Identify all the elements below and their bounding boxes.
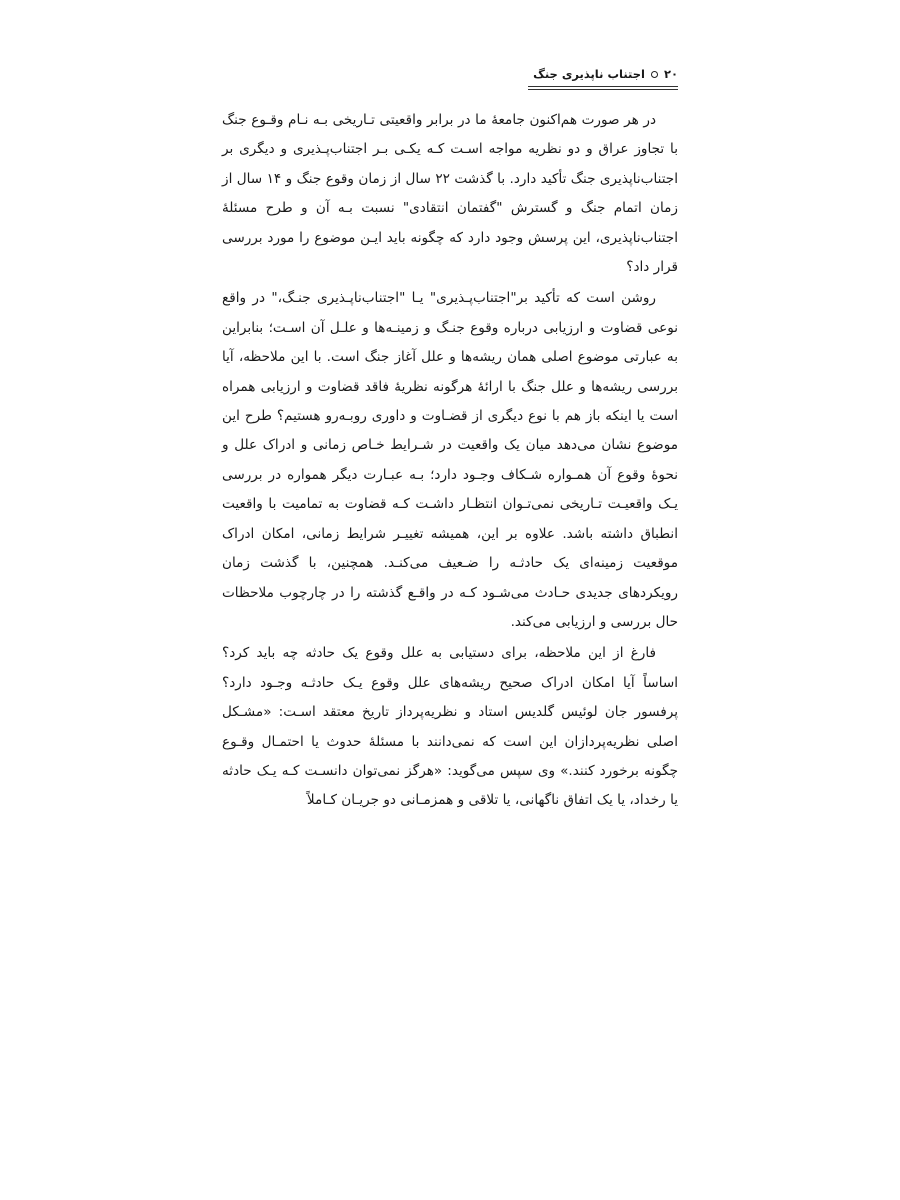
circle-separator-icon bbox=[651, 71, 658, 78]
paragraph-3: فارغ از این ملاحظه، برای دستیابی به علل وقوع یک حادثه چه باید کرد؟ اساساً آیا امکان ادراک صحیح ریشه‌های علل وقوع یـک حادثـه وجـود دارد؟ پرفسور جان لوئیس گلدیس استاد و نظریه‌پرداز تاریخ معتقد اسـت: «مشـکل اصلی نظریه‌پردازان این است که نمی‌دانند با مسئلهٔ حدوث یا احتمـال وقـوع چگونه برخورد کنند.» وی سپس می‌گوید: «هرگز نمی‌توان دانسـت کـه یـک حادثه یا رخداد، یا یک اتفاق ناگهانی، یا تلاقی و همزمـانی دو جریـان کـاملاً bbox=[222, 645, 678, 809]
paragraph-1: در هر صورت هم‌اکنون جامعهٔ ما در برابر واقعیتی تـاریخی بـه نـام وقـوع جنگ با تجاوز عراق و دو نظریه مواجه اسـت کـه یکـی بـر اجتناب‌پـذیری و دیگری بر اجتناب‌ناپذیری جنگ تأکید دارد. با گذشت ۲۲ سال از زمان وقوع جنگ و ۱۴ سال از زمان اتمام جنگ و گسترش "گفتمان انتقادی" نسبت بـه آن و طرح مسئلهٔ اجتناب‌ناپذیری، این پرسش وجود دارد که چگونه باید ایـن موضوع را مورد بررسی قرار داد؟ bbox=[222, 112, 678, 276]
header-rule-top bbox=[528, 86, 678, 87]
body-text bbox=[222, 106, 678, 818]
book-title: اجتناب ناپذیری جنگ bbox=[533, 67, 645, 81]
page-number: ۲۰ bbox=[663, 67, 678, 81]
paragraph-2: روشن است که تأکید بر"اجتناب‌پـذیری" یـا "اجتناب‌ناپـذیری جنـگ،" در واقع نوعی قضاوت و ارزیابی درباره وقوع جنـگ و زمینـه‌ها و علـل آن اسـت؛ بنابراین به عبارتی موضوع اصلی همان ریشه‌ها و علل آغاز جنگ است. با این ملاحظه، آیا بررسی ریشه‌ها و علل جنگ با ارائهٔ هرگونه نظریهٔ فاقد قضاوت و ارزیابی همراه است یا اینکه باز هم با نوع دیگری از قضـاوت و داوری روبـه‌رو هستیم؟ طرح این موضوع نشان می‌دهد میان یک واقعیت در شـرایط خـاص زمانی و ادراک علل و نحوهٔ وقوع آن همـواره شـکاف وجـود دارد؛ بـه عبـارت دیگر همواره در بررسی یـک واقعیـت تـاریخی نمی‌تـوان انتظـار داشـت کـه قضاوت به تمامیت با واقعیت انطباق داشته باشد. علاوه بر این، همیشه تغییـر شرایط زمانی، امکان ادراک موقعیت زمینه‌ای یک حادثـه را ضـعیف می‌کنـد. همچنین، با گذشت زمان رویکردهای جدیدی حـادث می‌شـود کـه در واقـع گذشته را در چارچوب ملاحظات حال بررسی و ارزیابی می‌کند. bbox=[222, 290, 678, 630]
header-rule-bottom bbox=[528, 89, 678, 90]
header-row bbox=[528, 64, 678, 84]
running-header bbox=[528, 64, 678, 94]
